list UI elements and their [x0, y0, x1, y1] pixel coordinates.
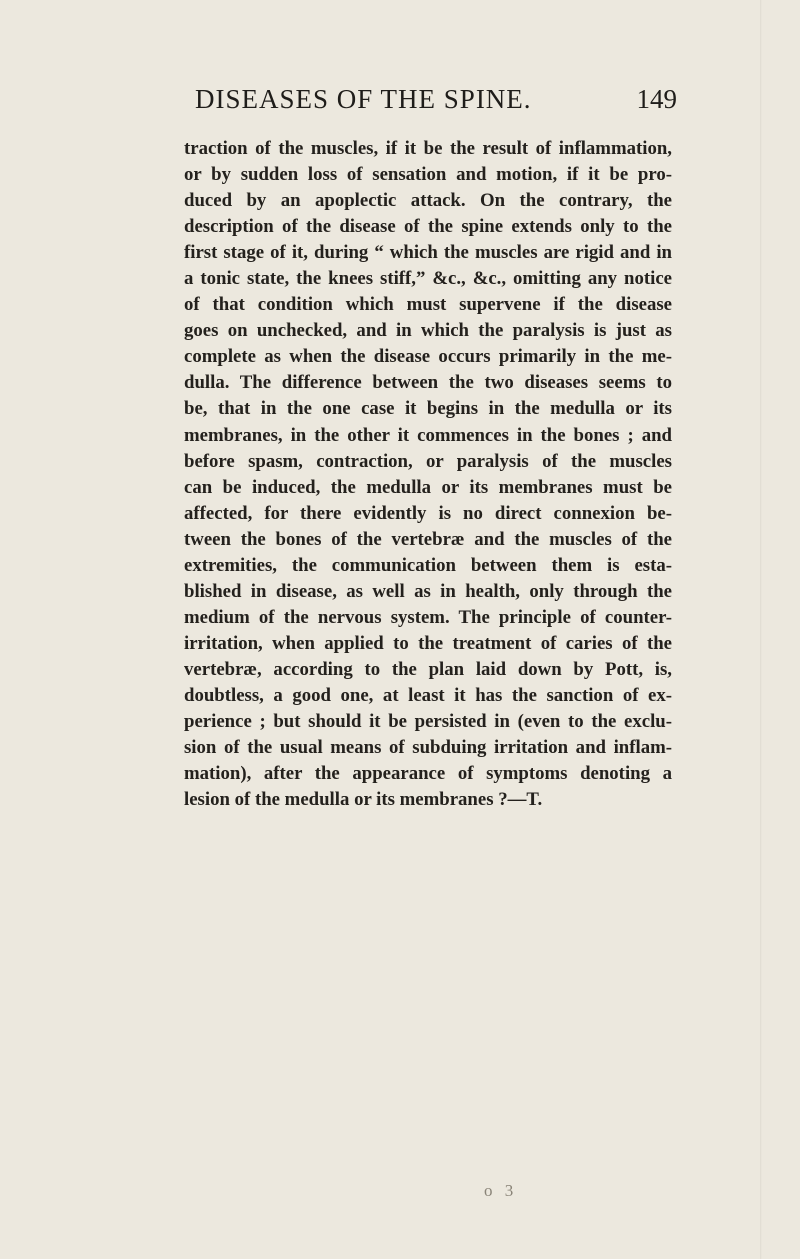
text-line: of that condition which must supervene if the disease [184, 294, 672, 316]
page-header [185, 84, 705, 124]
text-line: extremities, the communication between them is esta- [184, 554, 672, 576]
page-number: 149 [636, 84, 677, 114]
page-edge-shadow [760, 0, 762, 1259]
text-line: vertebræ, according to the plan laid down by Pott, is, [184, 658, 672, 680]
text-line: before spasm, contraction, or paralysis of the muscles [184, 450, 672, 472]
signature-mark: o 3 [484, 1181, 518, 1200]
text-line: perience ; but should it be persisted in (even to the exclu- [184, 711, 672, 733]
text-line: membranes, in the other it commences in the bones ; and [184, 424, 672, 446]
running-title: DISEASES OF THE SPINE. [195, 84, 532, 114]
text-line: complete as when the disease occurs primarily in the me- [184, 346, 672, 368]
text-line: lesion of the medulla or its membranes ?—T. [184, 789, 543, 811]
text-line: tween the bones of the vertebræ and the muscles of the [184, 528, 672, 550]
text-line: can be induced, the medulla or its membranes must be [184, 476, 672, 498]
text-line: duced by an apoplectic attack. On the contrary, the [184, 190, 672, 212]
text-line: irritation, when applied to the treatment of caries of the [184, 632, 672, 654]
text-line: mation), after the appearance of symptoms denoting a [184, 763, 672, 785]
text-line: dulla. The difference between the two diseases seems to [184, 372, 672, 394]
text-line: affected, for there evidently is no direct connexion be- [184, 502, 672, 524]
text-line: description of the disease of the spine extends only to the [184, 216, 672, 238]
text-line: traction of the muscles, if it be the result of inflammation, [184, 138, 672, 159]
body-paragraph [184, 136, 672, 813]
text-line: sion of the usual means of subduing irritation and inflam- [184, 737, 672, 759]
text-line: doubtless, a good one, at least it has the sanction of ex- [184, 684, 672, 706]
text-line: or by sudden loss of sensation and motion, if it be pro- [184, 164, 672, 186]
text-line: blished in disease, as well as in health, only through the [184, 580, 672, 602]
text-line: goes on unchecked, and in which the paralysis is just as [184, 320, 672, 342]
text-line: first stage of it, during “ which the muscles are rigid and in [184, 242, 672, 264]
text-line: medium of the nervous system. The principle of counter- [184, 606, 672, 628]
text-line: be, that in the one case it begins in the medulla or its [184, 398, 672, 420]
text-line: a tonic state, the knees stiff,” &c., &c., omitting any notice [184, 268, 672, 290]
